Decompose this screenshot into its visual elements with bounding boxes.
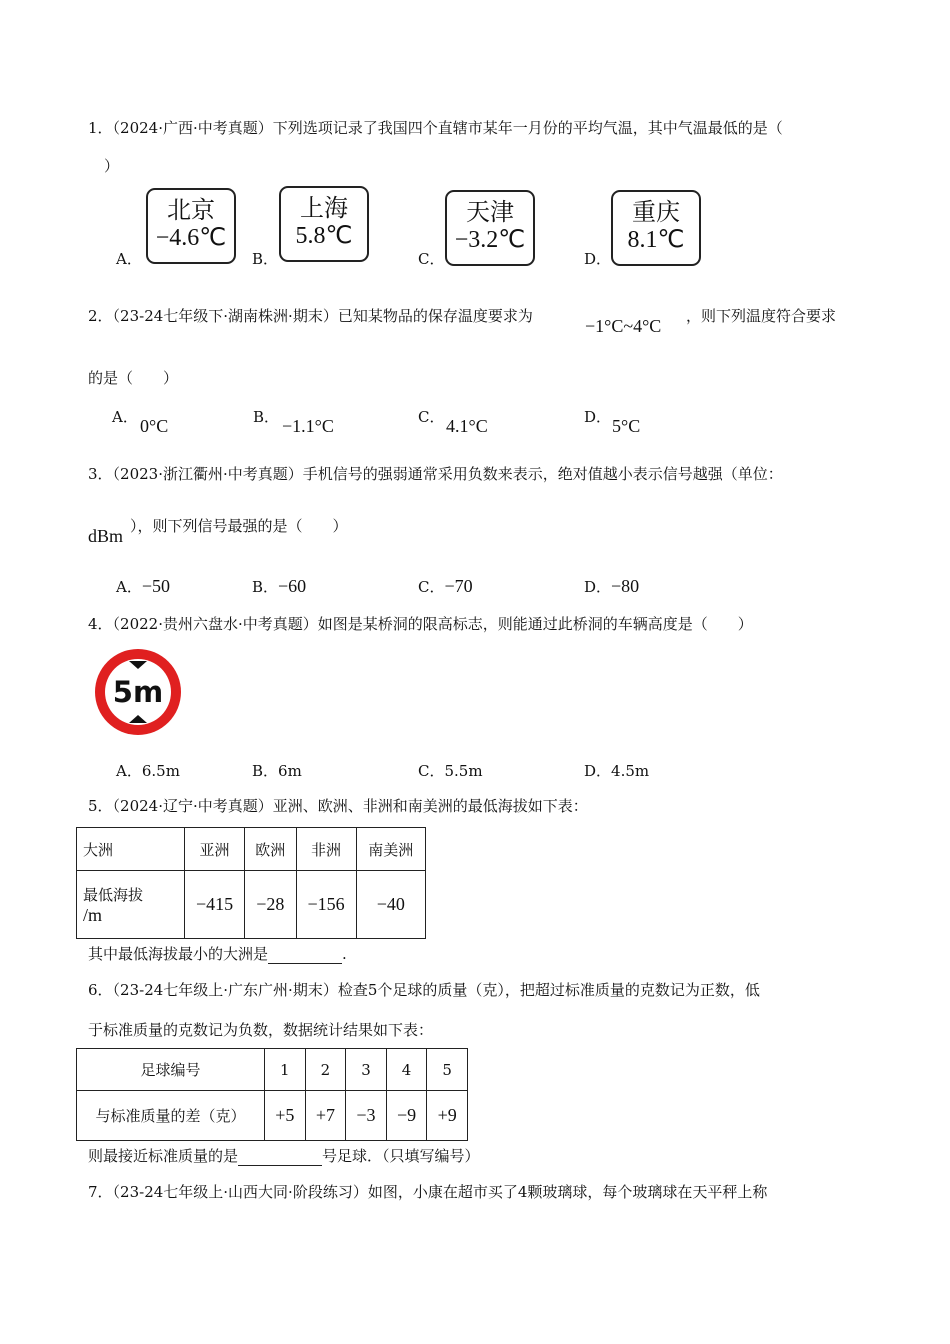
question-3-text-cont: ），则下列信号最强的是（ ）: [130, 517, 348, 535]
table-header-cell: 1: [265, 1049, 306, 1091]
question-2-text-after: ，则下列温度符合要求: [686, 307, 837, 325]
option-c-letter: C．: [418, 408, 445, 426]
question-6-answer-line: 则最接近标准质量的是 号足球．（只填写编号）: [88, 1147, 480, 1165]
football-mass-table: [76, 1048, 468, 1141]
question-number: 6．: [88, 981, 113, 999]
question-1-text-cont: ）: [104, 157, 120, 175]
table-header-cell: 欧洲: [245, 828, 296, 871]
temperature-card-chongqing: 重庆 8.1℃: [611, 190, 701, 266]
question-2-text: 2．（23-24七年级下·湖南株洲·期末）已知某物品的保存温度要求为: [88, 307, 533, 325]
temperature-card-tianjin: 天津 −3.2℃: [445, 190, 535, 266]
question-4-text: 4．（2022·贵州六盘水·中考真题）如图是某桥洞的限高标志，则能通过此桥洞的车辆高度是（ ）: [88, 615, 753, 633]
option-c: C．−70: [418, 576, 473, 596]
option-d: D．−80: [584, 576, 640, 596]
option-d-letter: D．: [584, 250, 612, 268]
question-number: 3．: [88, 465, 113, 483]
temperature-card-beijing: 北京 −4.6℃: [146, 188, 236, 264]
option-a: A．6.5m: [116, 762, 180, 780]
sign-label: 5m: [112, 675, 164, 709]
question-2-text-cont: 的是（ ）: [88, 369, 179, 387]
table-cell: −9: [386, 1091, 427, 1141]
option-b: B．−60: [252, 576, 307, 596]
option-b: B．6m: [252, 762, 302, 780]
option-c-letter: C．: [418, 250, 445, 268]
table-cell: −28: [245, 871, 296, 939]
table-cell: +5: [265, 1091, 306, 1141]
table-cell: +7: [305, 1091, 346, 1141]
question-3-text: 3．（2023·浙江衢州·中考真题）手机信号的强弱通常采用负数来表示，绝对值越小表示信号越强（单位：: [88, 465, 783, 483]
temperature-card-shanghai: 上海 5.8℃: [279, 186, 369, 262]
question-number: 4．: [88, 615, 113, 633]
option-d: D．4.5m: [584, 762, 650, 780]
option-a-letter: A．: [112, 408, 138, 426]
table-header-cell: 5: [427, 1049, 468, 1091]
question-6-text: 6．（23-24七年级上·广东广州·期末）检查5个足球的质量（克），把超过标准质量的克数记为正数，低: [88, 981, 760, 999]
table-row-label: 与标准质量的差（克）: [77, 1091, 265, 1141]
question-number: 5．: [88, 797, 113, 815]
height-limit-sign: [94, 648, 182, 736]
question-1-text: 1．（2024·广西·中考真题）下列选项记录了我国四个直辖市某年一月份的平均气温，其中气温最低的是（: [88, 119, 783, 137]
option-d-value: 5°C: [612, 416, 641, 436]
question-7-text: 7．（23-24七年级上·山西大同·阶段练习）如图，小康在超市买了4颗玻璃球，每个玻璃球在天平秤上称: [88, 1183, 768, 1201]
question-5-answer-line: 其中最低海拔最小的大洲是 .: [88, 945, 347, 963]
question-number: 2．: [88, 307, 113, 325]
table-header-cell: 4: [386, 1049, 427, 1091]
table-cell: −3: [346, 1091, 387, 1141]
option-d-letter: D．: [584, 408, 612, 426]
table-cell: −415: [185, 871, 245, 939]
unit-dbm: dBm: [88, 526, 124, 546]
option-a-value: 0°C: [140, 416, 169, 436]
option-b-letter: B．: [253, 408, 280, 426]
question-number: 7．: [88, 1183, 113, 1201]
table-row: [77, 871, 426, 939]
table-header-cell: 非洲: [296, 828, 356, 871]
option-c-value: 4.1°C: [446, 416, 488, 436]
table-header-cell: 足球编号: [77, 1049, 265, 1091]
table-header-cell: 大洲: [77, 828, 185, 871]
question-5-text: 5．（2024·辽宁·中考真题）亚洲、欧洲、非洲和南美洲的最低海拔如下表：: [88, 797, 588, 815]
table-cell: +9: [427, 1091, 468, 1141]
altitude-table: [76, 827, 426, 939]
table-row-label: 最低海拔 /m: [77, 871, 185, 939]
table-header-row: [77, 1049, 468, 1091]
question-number: 1．: [88, 119, 113, 137]
option-c: C．5.5m: [418, 762, 483, 780]
option-b-value: −1.1°C: [282, 416, 334, 436]
option-a: A．−50: [116, 576, 170, 596]
table-header-cell: 2: [305, 1049, 346, 1091]
table-row: [77, 1091, 468, 1141]
answer-blank[interactable]: [268, 947, 342, 964]
question-6-text-cont: 于标准质量的克数记为负数，数据统计结果如下表：: [88, 1021, 434, 1039]
table-cell: −156: [296, 871, 356, 939]
table-header-row: [77, 828, 426, 871]
option-b-letter: B．: [252, 250, 279, 268]
table-header-cell: 3: [346, 1049, 387, 1091]
temperature-range: −1°C~4°C: [585, 316, 662, 336]
table-header-cell: 亚洲: [185, 828, 245, 871]
option-a-letter: A．: [116, 250, 142, 268]
table-cell: −40: [356, 871, 425, 939]
answer-blank[interactable]: [238, 1149, 322, 1166]
table-header-cell: 南美洲: [356, 828, 425, 871]
